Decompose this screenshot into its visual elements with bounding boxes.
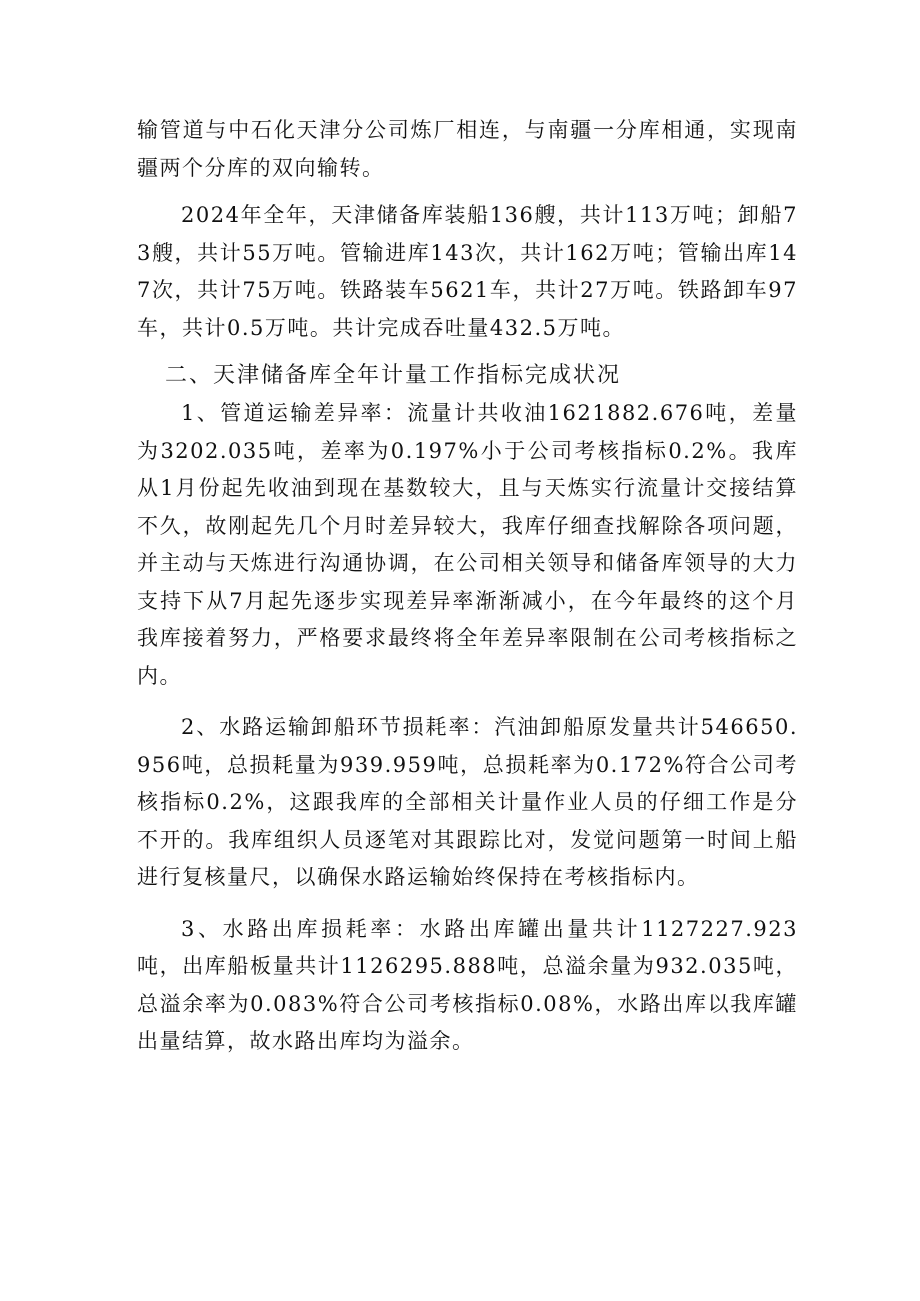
document-body bbox=[137, 112, 798, 1061]
section-heading: 二、天津储备库全年计量工作指标完成状况 bbox=[165, 363, 622, 388]
paragraph-2024-summary: 2024年全年，天津储备库装船136艘，共计113万吨；卸船73艘，共计55万吨。管输进库143次，共计162万吨；管输出库147次，共计75万吨。铁路装车5621车，共计27万吨。铁路卸车97车，共计0.5万吨。共计完成吞吐量432.5万吨。 bbox=[137, 203, 798, 340]
item-waterway-unloading-loss: 2、水路运输卸船环节损耗率：汽油卸船原发量共计546650.956吨，总损耗量为939.959吨，总损耗率为0.172%符合公司考核指标0.2%，这跟我库的全部相关计量作业人员的仔细工作是分不开的。我库组织人员逐笔对其跟踪比对，发觉问题第一时间上船进行复核量尺，以确保水路运输始终保持在考核指标内。 bbox=[137, 715, 798, 889]
paragraph-continuation: 输管道与中石化天津分公司炼厂相连，与南疆一分库相通，实现南疆两个分库的双向输转。 bbox=[137, 118, 798, 180]
item-waterway-outbound-loss: 3、水路出库损耗率：水路出库罐出量共计1127227.923吨，出库船板量共计1126295.888吨，总溢余量为932.035吨，总溢余率为0.083%符合公司考核指标0.08%，水路出库以我库罐出量结算，故水路出库均为溢余。 bbox=[137, 916, 798, 1053]
item-pipeline-variance: 1、管道运输差异率：流量计共收油1621882.676吨，差量为3202.035吨，差率为0.197%小于公司考核指标0.2%。我库从1月份起先收油到现在基数较大，且与天炼实行流量计交接结算不久，故刚起先几个月时差异较大，我库仔细查找解除各项问题，并主动与天炼进行沟通协调，在公司相关领导和储备库领导的大力支持下从7月起先逐步实现差异率渐渐减小，在今年最终的这个月我库接着努力，严格要求最终将全年差异率限制在公司考核指标之内。 bbox=[137, 401, 798, 688]
